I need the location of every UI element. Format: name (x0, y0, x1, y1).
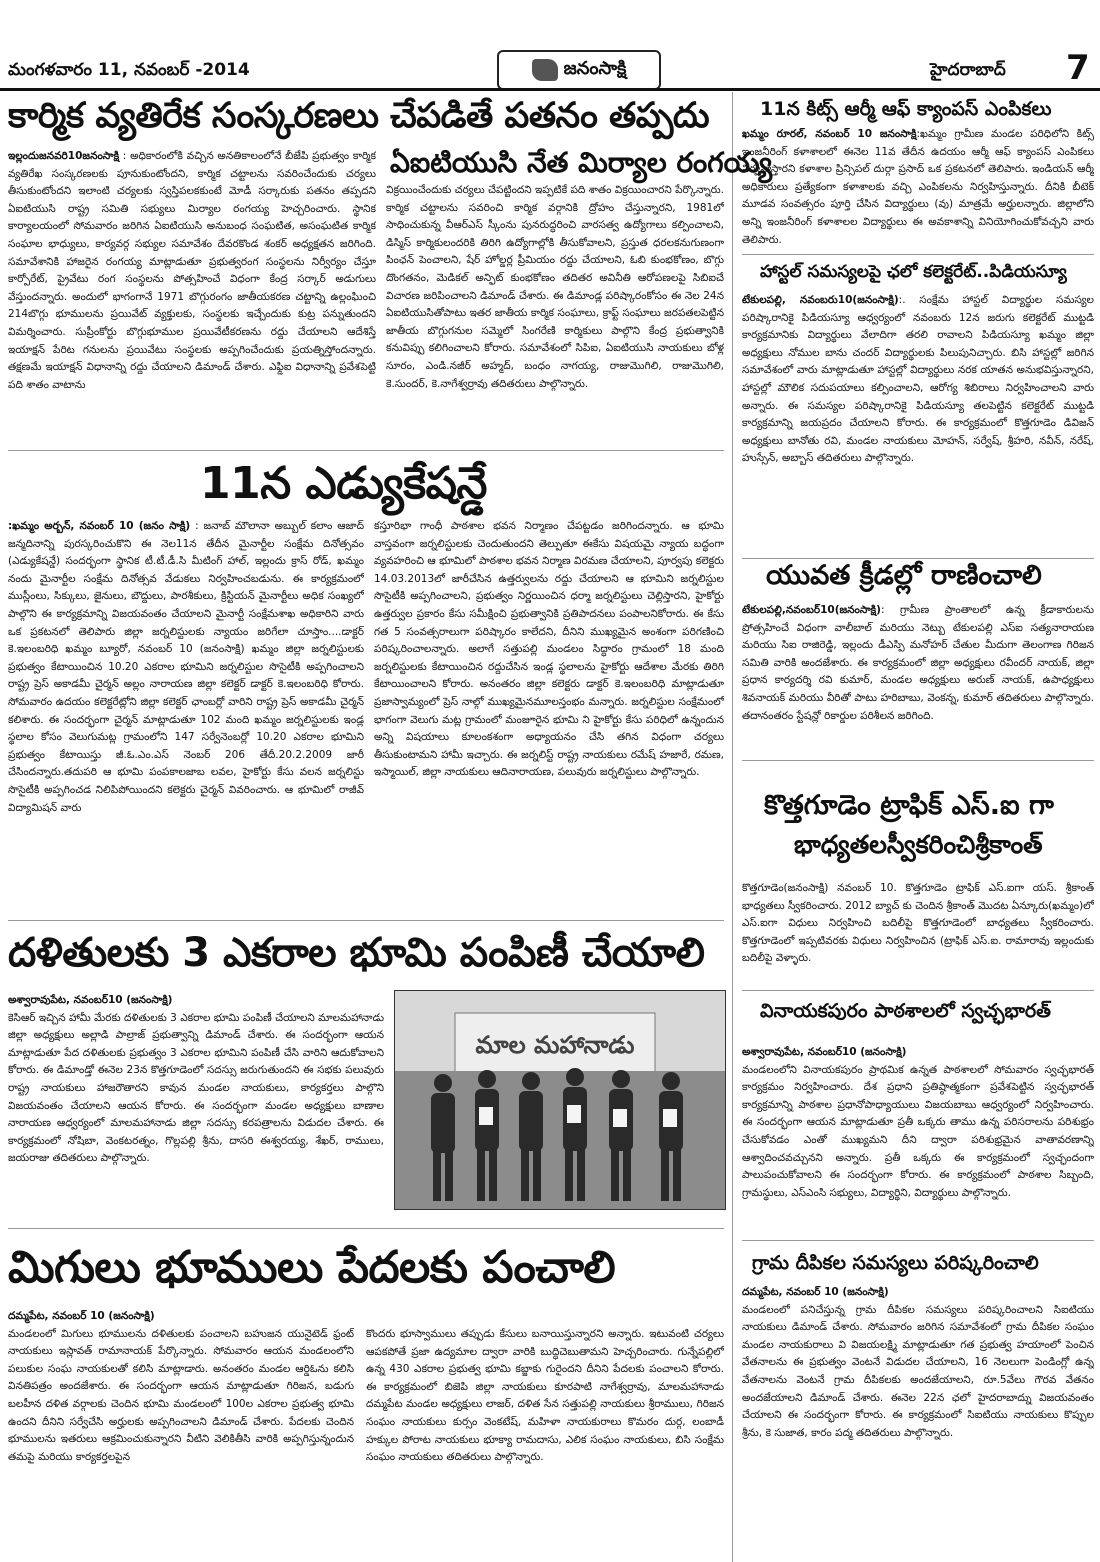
article-4-headline: మిగులు భూములు పేదలకు పంచాలి (8, 1242, 616, 1293)
right-4-body: కొత్తగూడెం(జనంసాక్షి) నవంబర్ 10. కొత్తగూడెం ట్రాఫిక్ ఎస్.ఐగా యస్. శ్రీకాంత్ భాధ్యతలు స్వీకరించారు. 2012 బ్యాచ్ కు చెందిన శ్రీకాంత్ మొదట ఏన్కూరు(ఖమ్మం)లో ఎస్.ఐగా విధులు నిర్వహించి బదిలీపై కొత్తగూడెంలో బాధ్యతలు స్వీకరించారు. కొత్తగూడెంలో ఇప్పటివరకు విధులు నిర్వహించిన (ట్రాఫిక్ ఎస్.ఐ. రామారావు ఇల్లందుకు బదిలీపై వెళ్ళారు. (742, 882, 1094, 965)
article-1-col2: విక్రయించేందుకు చర్యలు చేపట్టిందని ఇప్పటికే పది శాతం విక్రయించారని పేర్కొన్నారు. కార్మిక చట్టాలను సవరించి కార్మిక వర్గానికి ద్రోహం చేస్తున్నారని, 1981లో సాధించుకున్న వీఆర్ఎస్ స్కీంను పునరుద్ధరించి వారసత్వ ఉద్యోగాలు కల్పించాలని, డిస్మిస్ కార్మికులందరికి తిరిగి ఉద్యోగాల్లోకి తీసుకోవాలని, ప్రస్తుత ధరలకనుగుణంగా పింఛన్ పెంచాలని, షేర్ హోల్డర్ల ప్రీమియం రద్దు చేయాలని, ఓబి కుంభకోణం, బొగ్గు దొంగతనం, మెడికల్ అన్ఫిట్ కుంభకోణం తదితర అవినీతి ఆరోపణలపై సిబిఐచే విచారణ జరిపించాలని డిమాండ్ చేశారు. ఈ డిమాండ్ల పరిష్కారంకోసం ఈ నెల 24న ఏఐటియుసితోపాటు ఇతర జాతీయ కార్మిక సంఘాలు, క్రాఫ్ట్ సంఘాలు జరపతలపెట్టిన జాతీయ బొగ్గుగనుల సమ్మెలో సింగరేణి కార్మికులు పాల్గొని కేంద్ర ప్రభుత్వానికి కనువిప్పు కలిగించాలని కోరారు. సమావేశంలో సిపిఐ, ఏఐటియుసి నాయకులు బోళ్ల సూరం, ఎండి.నజీర్ అహ్మద్, బంధం నాగయ్య, రాజుమొగిలి, రాజుమొగిలి, కె.సుందర్, కె.నాగేశ్వర్రావు తదితరులు పాల్గొన్నారు. (386, 184, 724, 390)
divider (742, 1240, 1094, 1241)
article-1-dateline: ఇల్లందుజనవరి10జనంసాక్షి (8, 150, 120, 162)
article-2-text1: : జనాబ్ మౌలానా అబ్బుల్ కలాం ఆజాద్ జన్మదినాన్ని పురస్కరించుకొని ఈ నెల11న తేదీన మైనార్టీల సంక్షేమ దినోత్సవం (ఎడ్యుకేషన్డే) సందర్భంగా స్థానిక టీ.టీ.డీ.సి మీటింగ్ హాల్, ఇల్లందు క్రాస్ రోడ్, ఖమ్మం నందు మైనార్టీల సంక్షేమ దినోత్సవ వేడుకలు నిర్వహించబడును. ఈ కార్యక్రమంలో ముస్లీంలు, సిక్కులు, జైనులు, బౌద్దులు, పారశీకులు, క్రిస్టియన్ మైనార్టీలు అధిక సంఖ్యలో పాల్గొని ఈ కార్యక్రమాన్ని విజయవంతం చేయాలని మైనార్టీ సంక్షేమశాఖ అధికారిని వారు ఒక ప్రకటనలో తెలిపారు జిల్లా జర్నలిస్టులకు న్యాయం జరిగేలా చూస్తాం....డాక్టర్ కె.ఇలంబరిధి ఖమ్మం బ్యూరో, నవంబర్ 10 (జనంసాక్షి) ఖమ్మం జిల్లా జర్నలిస్టులకు ప్రభుత్వం కేటాయించిన 10.20 ఎకరాల భూమిని జర్నలిస్టుల సొసైటీకి అప్పగించాలని రాష్ట్ర ప్రెస్ అకాడమీ చైర్మన్ అల్లం నారాయణ జిల్లా కలెక్టర్ డాక్టర్ కె.ఇలంబరిధి కోరారు. సోమవారం ఉదయం కలెక్టరేట్లోని జిల్లా కలెక్టర్ ఛాంబర్లో వారిని రాష్ట్ర ప్రెస్ అకాడమీ చైర్మన్ కలిశారు. ఈ సందర్భంగా చైర్మన్ మాట్లాడుతూ 102 మంది ఖమ్మం జర్నలిస్టులకు ఇండ్ల స్థలాల కోసం వెలుగుమట్ల గ్రామంలోని 147 సర్వేనెంబర్లో 10.20 ఎకరాల భూమిని ప్రభుత్వం కేటాయిస్తు జీ.ఓ.ఎం.ఎస్ నెంబర్ 206 తేదీ.20.2.2009 జారీ చేసిందన్నారు.తదుపరి ఆ భూమి పంపకాలజాబ లవల, హైకోర్టు కేసు వలన జర్నలిస్టు సొసైటీకి అప్పగించడ నిలిపిపోయిందని కలెక్టరు చైర్మన్ వివరించారు. ఆ భూమిలో రాజీవ్ విద్యామిషన్ వారు (8, 520, 364, 814)
divider (8, 920, 724, 921)
article-3-photo (394, 990, 726, 1210)
article-2-col1 (8, 518, 364, 914)
right-6-text: మండలంలో పనిచేస్తున్న గ్రామ దీపికల సమస్యలు పరిష్కరించాలని సిఐటియు నాయకులు డిమాండ్ చేశారు. సోమవారం జరిగిన సమావేశంలో గ్రామ దీపికల సంఘం మండల నాయకురాలు వి విజయలక్ష్మి మాట్లాడుతూ గత ప్రభుత్వ హయాంలో పెంచిన వేతనాలను ఈ ప్రభుత్వం వెంటనే విడుదల చేయాలని, 16 నెలలుగా పెండింగ్లో ఉన్న వేతనాలను వెంటనే గ్రామ దీపికలకు అందజేయాలని, రూ.5వేలు గౌరవ వేతనం అందజేయాలని డిమాండ్ చేశారు. ఈనెల 22న ఛలో హైదరాబాద్ను విజయవంతం చేయాలని ఈ సందర్భంగా కోరారు. ఈ కార్యక్రమంలో సిఐటియు నాయకులు కొప్పుల శ్రీను, కె సుజాత, కారం పద్మ తదితరులు పాల్గొన్నారు. (742, 1303, 1094, 1439)
right-2-body (742, 292, 1094, 556)
right-1-headline: 11న కిట్స్ ఆర్మీ ఆఫ్ క్యాంపస్ ఎంపికలు (760, 98, 1052, 120)
page-number: 7 (1066, 48, 1090, 88)
article-3-dateline: అశ్వారావుపేట, నవంబర్10 (జనంసాక్షి) (8, 994, 173, 1006)
logo-text: జనంసాక్షి (563, 57, 627, 79)
right-6-dateline: దమ్మపేట, నవంబర్ 10 (జనంసాక్షి) (742, 1286, 889, 1298)
article-1-text1: : అధికారంలోకి వచ్చిన అనతికాలంలోనే బీజేపి ప్రభుత్వం కార్మిక వ్యతిరేఖ సంస్కరణలకు పూనుకుంటోందని, కార్మిక చట్టాలను సవరించేందుకు చర్యలు తీసుకుంటోందని ఇలాంటి చర్యలకు స్వస్తిపలకకుంటే మోడీ సర్కారుకు పతనం తప్పదని ఏఐటియుసి రాష్ట్ర సమితి సభ్యులు మిర్యాల రంగయ్య హెచ్చరించారు. స్థానిక కార్యాలయంలో సోమవారం జరిగిన ఏఐటియుసి అనుబంధ సంఘటిత, అసంఘటిత కార్మిక సంఘాల భాధ్యులు, కార్యవర్గ సభ్యుల సమావేశం దేవరకొండ శంకర్ అధ్యక్షతన జరిగింది. సమావేశానికి హాజరైన రంగయ్య మాట్లాడుతూ ప్రభుత్వరంగ సంస్థలను నిర్వీర్యం చేస్తూ కార్పోరేట్, ప్రైవేటు రంగ సంస్థలను పోత్సహించే విధంగా కేంద్ర సర్కార్ అడుగులు వేస్తుందన్నారు. అందులో భాగంగానే 1971 బొగ్గురంగం జాతీయకరణ చట్టాన్ని ఉల్లంఘించి 214బొగ్గు భూములను ప్రయివేట్ వ్యక్తులకు, సంస్థలకు ఇచ్చేందుకు కుట్ర పన్నుతుందని విమర్శించారు. సుప్రీంకోర్టు బొగ్గుభూముల ప్రయివేటీకరణను రద్దు చేయాలని ఆదేశిస్తే ఇయాక్షన్ పేరిట గనులను ప్రయివేటు సంస్థలకు అప్పగించేందుకు ప్రయత్నిస్తోందన్నారు. తక్షణమే ఇయాక్షన్ విధానాన్ని రద్దు చేయాలని డిమాండ్ చేశారు. ఎఫ్డిఐ విధానాన్ని ప్రవేశపెట్టి పది శాతం వాటాను (8, 150, 376, 391)
article-3-headline: దళితులకు 3 ఎకరాల భూమి పంపిణీ చేయాలి (8, 930, 705, 976)
right-5-body (742, 1044, 1094, 1228)
group-photo-image (395, 991, 725, 1209)
right-2-dateline: టేకులపల్లి, నవంబరు10(జనంసాక్షి) (742, 294, 899, 306)
column-divider (732, 92, 733, 1562)
right-4-headline-2: భాధ్యతలస్వీకరించిశ్రీకాంత్ (794, 830, 1043, 859)
divider (8, 450, 724, 451)
article-2-dateline: :ఖమ్మం అర్బన్, నవంబర్ 10 (జనం సాక్షి) (8, 520, 191, 532)
right-4-headline-1: కొత్తగూడెం ట్రాఫిక్ ఎస్.ఐ గా (764, 790, 1054, 821)
edition-city: హైదరాబాద్ (930, 60, 1006, 80)
right-3-text: : గ్రామీణ ప్రాంతాలలో ఉన్న క్రీడాకారులను ప్రోత్సహించే విధంగా వాలీబాల్ మరియు నెట్బు టేకులపల్లి ఎస్ఐ సత్యనారాయణ మరియు సిఐ రాజిరెడ్డి, ఇల్లందు డీఎస్పి మనోహర్ చేతుల మీదుగా తెలంగాణ గిరిజన సమితి వారికి అందజేశారు. ఈ కార్యక్రమంలో జిల్లా అధ్యక్షులు రవీందర్ నాయక్, జిల్లా ప్రధాన కార్యదర్శి రవి కుమార్, మండల అధ్యక్షులు అరుణ్ నాయక్, ఉపాధ్యక్షులు శివనాయక్ మరియు వీరితో పాటు హరిబాబు, వెంకన్న, కుమార్ తదితరులు పాల్గొన్నారు. తదానంతరం స్టేషన్లో రికార్డుల పరిశీలన జరిగింది. (742, 604, 1094, 722)
article-4-dateline: దమ్మపేట, నవంబర్ 10 (జనంసాక్షి) (8, 1310, 155, 1322)
right-6-body (742, 1284, 1094, 1542)
right-6-headline: గ్రామ దీపికల సమస్యలు పరిష్కరించాలి (752, 1252, 1039, 1274)
right-3-body (742, 602, 1094, 752)
article-1-col1 (8, 148, 376, 444)
article-4-col1 (8, 1308, 354, 1554)
right-1-text: :ఖమ్మం గ్రామీణ మండల పరిధిలోని కిట్స్ ఇంజనీరింగ్ కళాశాలలో ఈనెల 11వ తేదీన ఉదయం ఆర్మీ ఆఫ్ క్యాంపస్ ఎంపికలు నిర్వహిస్తారని కళాశాల ప్రిన్సిపల్ దుర్గా ప్రసాద్ ఒక ప్రకటనలో తెలిపారు. ఇండియన్ ఆర్మీ అధికారులు ప్రత్యేకంగా కళాశాలకు వచ్చి ఎంపికలను నిర్వహిస్తున్నారు. దీనికి బీటెక్ మూడవ సంవత్సరం పూర్తి చేసిన విద్యార్థులు (వు) మాత్రమే అర్హులన్నారు. జిల్లాలోని అన్ని ఇంజనీరింగ్ కళాశాలల విద్యార్థులు ఈ అవకాశాన్ని వినియోగించుకోవచ్చని వారు తెలిపారు. (742, 128, 1094, 246)
issue-date: మంగళవారం 11, నవంబర్ -2014 (8, 60, 250, 80)
right-5-dateline: అశ్వారావుపేట, నవంబర్10 (జనంసాక్షి) (742, 1046, 907, 1058)
right-2-headline: హాస్టల్ సమస్యలపై ఛలో కలెక్టరేట్..పిడియస్యూ (760, 262, 1067, 282)
article-4-col2: కొందరు భూస్వాములు తప్పుడు కేసులు బనాయిస్తున్నారని అన్నారు. ఇటువంటి చర్యలు ఆపకపోతే ప్రజా ఉద్యమాల ద్వారా వారికి బుద్ధిచెబుతామని హెచ్చరించారు. గున్నేపల్లిలో ఉన్న 430 ఎకరాల ప్రభుత్వ భూమి కబ్జాకు గురైందని దీనిని పేదలకు పంచాలని కోరారు. ఈ కార్యక్రమంలో బిజెపి జిల్లా నాయకులు కూరపాటి నాగేశ్వర్రావు, మాలమహానాడు దమ్మపేట మండల అధ్యక్షులు లాజర్, దళిత సేన సత్తుపల్లి నాయకులు శ్రీరాములు, గిరిజన సంఘం నాయకులు కుర్సం వెంకటేష్, మహిళా నాయకురాలు కొమరం దుర్గ, లంబాడీ హక్కుల పోరాట నాయకులు భూక్యా రామదాసు, ఎలిక సంఘం నాయకులు, బిసి సంక్షేమ సంఘం నాయకులు తదితరులు పాల్గొన్నారు. (366, 1328, 724, 1464)
logo-icon (532, 59, 558, 81)
right-3-headline: యువత క్రీడల్లో రాణించాలి (766, 560, 1042, 591)
divider (742, 760, 1094, 761)
right-1-body (742, 126, 1094, 250)
masthead-rule (0, 88, 1100, 91)
divider (742, 558, 1094, 559)
divider (742, 254, 1094, 255)
article-4-text1: మండలంలో మిగులు భూములను దళితులకు పంచాలని బహుజన యునైటెడ్ ఫ్రంట్ నాయకులు ఇస్లావత్ రామానాయక్ పేర్కొన్నారు. సోమవారం ఆయన మండలంలోని పలుకుల సంఘ నాయకులతో కలిసి మాట్లాడారు. అనంతరం మండల ఆర్డిఓను కలిసి వినతిపత్రం అందజేశారు. ఈ సందర్భంగా ఆయన మాట్లాడుతూ గిరిజన, బడుగు బలహీన దళిత వర్గాలకు చెందిన భూమి మండలంలో 100ల ఎకరాల ప్రభుత్వ భూమి ఉందని దీనిని సర్వేచేసి అర్హులకు అప్పగించాలని డిమాండ్ చేశారు. పేదలకు చెందిన భూములను ఇతరులు ఆక్రమించుకున్నారని వీటిని వెలికితీసి వారికి అప్పగిస్తున్నందున తమపై మరియు కార్యకర్తలపైన (8, 1327, 354, 1463)
newspaper-logo (497, 50, 661, 90)
article-1-subheadline: ఏఐటియుసి నేత మిర్యాల రంగయ్య (390, 146, 773, 179)
article-3-text: కెసిఆర్ ఇచ్చిన హామీ మేరకు దళితులకు 3 ఎకరాల భూమి పంపిణీ చేయాలని మాలమహానాడు జిల్లా అధ్యక్షులు అల్లాడి పాల్రాజ్ ప్రభుత్వాన్ని డిమాండ్ చేశారు. ఈ సందర్భంగా ఆయన మాట్లాడుతూ పేద దళితులకు ప్రభుత్వం 3 ఎకరాల భూమిని పంపిణీ చేసి వారిని ఆదుకోవాలని కోరారు. ఈ డిమాండ్తో ఈనెల 23న కొత్తగూడెంలో సదస్సు జరుగుతుందని ఈ సభకు పలువురు రాష్ట్ర నాయకులు హాజరౌతారని కావున మండల నాయకులు, కార్యకర్తలు పాల్గొని విజయవంతం చేయాలని ఆయన కోరారు. ఈ సందర్భంగా మండల అధ్యక్షులు బాణాల నారాయణ ఆధ్వర్యంలో మాలమహానాడు జిల్లా సదస్సు కరపత్రాలను విడుదల చేశారు. ఈ కార్యక్రమంలో నోషిబా, వెంకటరత్నం, గొల్లపల్లి శ్రీను, దాసరి ఈశ్వరయ్య, శేఖర్, రాములు, జయరాజు తదితరులు పాల్గొన్నారు. (8, 1011, 384, 1165)
right-2-text: :. సంక్షేమ హాస్టల్ విద్యార్థుల సమస్యల పరిష్కారానికై పిడియస్యూ ఆధ్వర్యంలో నవంబరు 12న జరుగు కలెక్టరేట్ ముట్టడి కార్యక్రమానికు విద్యార్థులు వేలాదిగా తరలి రావాలని పిడియస్యూ ఖమ్మం జిల్లా అధ్యక్షులు నోముల బాను చందర్ విద్యార్థులకు పిలుపునిచ్చారు. బిసి హాస్టల్లో జరిగిన సమావేశంలో వారు మాట్లాడుతూ హాస్టల్లో విద్యార్థులు నరక యాతన అనుభవిస్తున్నారని, హాస్టల్లో మౌలిక సదుపయాలు కల్పించాలని, ఆరోగ్య శిబిరాలు నిర్వహించాలని వారు అన్నారు. ఈ సమస్యల పరిష్కారానికై పిడియస్యూ తలపెట్టిన కలెక్టరేట్ ముట్టడి కార్యక్రమాన్ని జయప్రదం చేయాలని కోరారు. ఈ కార్యక్రమంలో కొత్తగూడెం డివిజన్ అధ్యక్షులు బానోతు రవి, మండల నాయకులు మోహన్, సర్వేష్, శ్రీహరి, నవీన్, నరేష్, హుస్సేన్, అబ్బాస్ తదితరులు పాల్గొన్నారు. (742, 294, 1094, 465)
divider (8, 1228, 724, 1229)
right-5-text: మండలంలోని వినాయకపురం ప్రాథమిక ఉన్నత పాఠశాలలో సోమవారం స్వచ్ఛభారత్ కార్యక్రమం నిర్వహించారు. దేశ ప్రధాని ప్రతిష్ఠాత్మకంగా ప్రవేశపెట్టిన స్వచ్ఛభారత్ కార్యక్రమాన్ని పాఠశాల ప్రధానోపాధ్యాయులు విజయబాబు ఆధ్వర్యంలో నిర్వహించారు. ఈ సందర్భంగా ఆయన మాట్లాడుతూ ప్రతీ ఒక్కరు తాము ఉన్న పరిసరాలను పరిశుభ్రం చేసుకోవడం ఎంతో ముఖ్యమని దీని ద్వారా పరిశుభ్రమైన వాతావరణాన్ని ఆశ్వాదించవచ్చునని అన్నారు. ప్రతీ ఒక్కరు ఈ కార్యక్రమంలో స్వచ్ఛందంగా పాలుపంచుకోవాలని ఈ సందర్భంగా కోరారు. ఈ కార్యక్రమంలో పాఠశాల సిబ్బంది, గ్రామస్థులు, ఎస్ఎంసి సభ్యులు, విద్యార్థిని, విద్యార్థులు పాల్గొన్నారు. (742, 1063, 1094, 1199)
article-2-headline: 11న ఎడ్యుకేషన్డే (200, 458, 487, 509)
article-3-body (8, 992, 384, 1216)
right-5-headline: వినాయకపురం పాఠశాలలో స్వచ్ఛభారత్ (760, 1000, 1051, 1022)
photo-banner-text: మాల మహానాడు (475, 1031, 635, 1059)
right-3-dateline: టేకులపల్లి,నవంబర్10(జనంసాక్షి) (742, 604, 881, 616)
divider (742, 990, 1094, 991)
article-1-headline: కార్మిక వ్యతిరేక సంస్కరణలు చేపడితే పతనం తప్పదు (8, 96, 710, 136)
article-2-col2: కస్తూరిభా గాంధీ పాఠశాల భవన నిర్మాణం చేపట్టడం జరిగిందన్నారు. ఆ భూమి వాస్తవంగా జర్నలిస్టులకు చెందుతుందని తెల్పుతూ ఈకేసు విషయమై న్యాయ బద్ధంగా వ్యవహరించి ఆ భూమిలో పాఠశాల భవన నిర్మాణ విరమణ చేయాలని, పూర్వపు కలెక్టరు 14.03.2013లో జారీచేసిన ఉత్తర్వులను రద్దు చేయాలని ఆ భూమిని జర్నలిస్టుల సొసైటీకి అప్పగించాలని, ప్రభుత్వం నిర్ణయించిన ధర్మా జర్నలిస్టులు చెల్లిస్తారని, హైకోర్టు ఉత్తర్వుల ప్రకారం కేసు సమీక్షించి ప్రభుత్వానికి ప్రతిపాదనలు పంపాలనికోరారు. ఈ కేసు గత 5 సంవత్సరాలుగా పరిష్కారం కాలేదని, దీనిని ముఖ్యమైన అంశంగా పరిగణించి పరిష్కరించాలన్నారు. అలాగే సత్తుపల్లి మండలం సిద్ధారం గ్రామంలో 18 మంది జర్నలిస్టులకు కేటాయించిన రద్దుచేసిన ఇండ్ల స్థలాలను హైకోర్టు ఆదేశాల మేరకు తిరిగి కేటాయించాలని కోరారు. అనంతరం జిల్లా కలెక్టరు డాక్టర్ కె.ఇలంబరిధి మాట్లాడుతూ ప్రజాస్వామ్యంలో ప్రెస్ నాల్గో ముఖ్యమైనమూలస్తంభం మన్నారు. జర్నలిస్టుల సంక్షేమంలో భాగంగా వెలుగు మట్ల గ్రామంలో మంజూరైన భూమి ని హైకోర్టు కేసు పరిధిలో ఉన్నందున అన్ని విషయాలు కూలంకశంగా అధ్యాయనం చేసి తగిన విధంగా చర్యలు తీసుకుంటామని హామీ ఇచ్చారు. ఈ జర్నలిస్ట్ రాష్ట్ర నాయకులు రమేష్ హజారే, రమణ, ఇస్మాయిల్, జిల్లా నాయకులు ఆదినారాయణ, పలువురు జర్నలిస్టులు పాల్గొన్నారు. (374, 520, 724, 779)
right-1-dateline: ఖమ్మం రూరల్, నవంబర్ 10 జనంసాక్షి (742, 128, 917, 140)
